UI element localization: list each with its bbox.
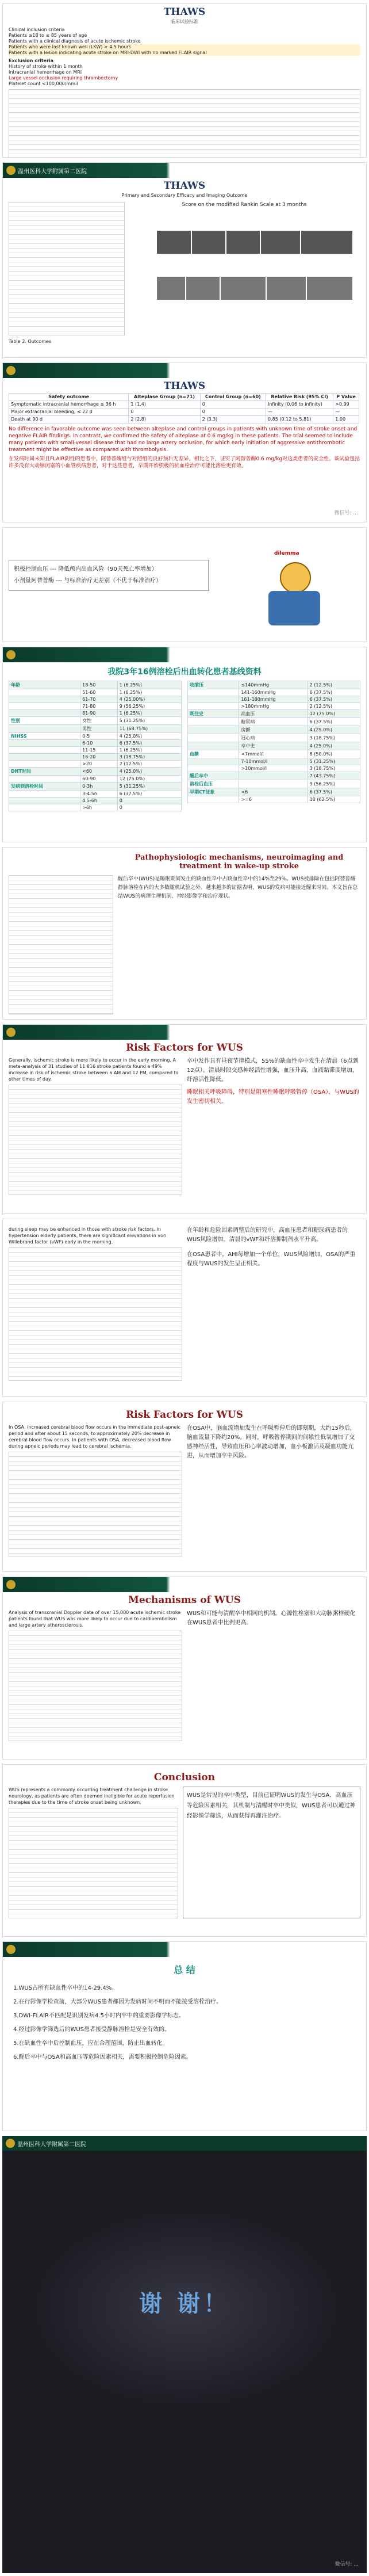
table-cell: 早期CT征象 [188, 788, 239, 796]
cell: — [333, 409, 359, 416]
paper-excerpt: In OSA, increased cerebral blood flow occurs in the immediate post-apneic period and after about 15 seconds, to approximately 20% decrease in cerebral blood flow occurs. In patients with OSA, decreased blood flow during apneic periods may lead to cerebral ischemia. [9, 1425, 181, 1449]
summary-point: 5.在缺血性卒中后控制血压，应在合理范围，防止出血转化。 [13, 2040, 168, 2047]
hospital-logo-icon [6, 1580, 16, 1589]
table-cell [9, 710, 80, 717]
table-row [188, 734, 360, 742]
cartoon-label: dilemma [274, 551, 299, 556]
cell: Symptomatic intracranial hemorrhage ≤ 36 h [9, 401, 129, 409]
table-header-cell: Safety outcome [9, 394, 129, 401]
table-cell: 2 (12.5%) [308, 703, 360, 710]
cell: 0 [129, 409, 200, 416]
table-cell: 收缩压 [188, 681, 239, 689]
table-cell: 6 (37.5%) [308, 689, 360, 696]
table-row [9, 740, 182, 747]
table-cell [188, 703, 239, 710]
table-cell: 女性 [80, 717, 118, 725]
table-row [9, 797, 182, 804]
mrs-bars-svg [128, 208, 358, 323]
table-cell: 6 (37.5%) [117, 791, 181, 797]
thanks-text: 谢 谢！ [139, 2291, 230, 2317]
paper-excerpt-lines [9, 1085, 182, 1195]
table-header-cell: Alteplase Group (n=71) [129, 394, 200, 401]
table-cell: 6 (37.5%) [308, 718, 360, 726]
table-cell [9, 725, 80, 733]
hospital-header [3, 1577, 366, 1592]
slide-1-inclusion-criteria [2, 3, 367, 158]
table-cell: 性别 [9, 717, 80, 725]
table-row [9, 725, 182, 733]
table-cell: 4 (25.0%) [117, 733, 181, 740]
table-cell [188, 726, 239, 734]
table-cell: 发病到溶栓时间 [9, 783, 80, 791]
summary-point: 2.在行影像学检查前，大部分WUS患者都因为发病时间不明而不能接受溶栓治疗。 [13, 1999, 222, 2005]
hospital-name: 温州医科大学附属第二医院 [18, 168, 87, 175]
slide-2-outcome-chart [2, 162, 367, 358]
table-cell: 0-5 [80, 733, 118, 740]
summary-point: 3.DWI-FLAIR不匹配是识别发病4.5小时内卒中的重要影像学标志。 [13, 2013, 184, 2019]
table-row [9, 416, 359, 423]
criteria-line: Clinical inclusion criteria [9, 27, 65, 32]
table-cell [188, 696, 239, 703]
table-row [188, 718, 360, 726]
table-cell: 60-90 [80, 776, 118, 783]
table-cell: 0 [117, 797, 181, 804]
slide-subtitle: 临床试验标准 [171, 19, 198, 24]
slide-4-dilemma [2, 527, 367, 642]
table-cell [188, 734, 239, 742]
cn-summary: 在OSA中，脑血流增加发生在呼吸暂停后的即刻期，大约15秒后，脑血流量下降约20%。同时，呼吸暂停期间的间歇性低氧增加了交感神经活性，导致血压和心率波动增加，血小板激活及凝血功能亢进，从而增加卒中风险。 [187, 1425, 356, 1459]
table-cell: 18-50 [80, 681, 118, 689]
table-caption: Table 2. Outcomes [9, 339, 52, 344]
table-cell: 既往史 [188, 710, 239, 718]
table-cell: 11-15 [80, 747, 118, 754]
table-row [9, 733, 182, 740]
table-cell: 高血压 [239, 710, 308, 718]
table-row [9, 783, 182, 791]
table-cell: 房颤 [239, 726, 308, 734]
paper-excerpt-lines [9, 1247, 182, 1381]
summary-text: 醒后卒中(WUS)是睡眠期间发生的缺血性卒中占缺血性卒中的14%至29%。WUS被排除在包括阿替普酶静脉溶栓在内的大多数随机试验之外。越来越多的证据表明，WUS的发病可能接近醒来时间。本文旨在总结WUS的病理生理机制、神经影像学和治疗现状。 [118, 876, 358, 899]
table-cell: 3-4.5h [80, 791, 118, 797]
table-cell [9, 754, 80, 761]
table-cell: 11 (68.75%) [117, 725, 181, 733]
hospital-name: 温州医科大学附属第二医院 [17, 2141, 86, 2148]
table-cell: 6-10 [80, 740, 118, 747]
slide-13-thanks [2, 2136, 367, 2573]
table-cell [239, 780, 308, 788]
cell: — [266, 409, 333, 416]
table-cell [9, 696, 80, 703]
table-cell: 16-20 [80, 754, 118, 761]
bar-alteplase [157, 231, 352, 254]
hospital-logo-icon [6, 1945, 16, 1954]
table-row [9, 747, 182, 754]
table-row [9, 717, 182, 725]
table-row [188, 772, 360, 780]
slide-title: THAWS [163, 6, 206, 18]
table-cell: <6 [239, 788, 308, 796]
slide-title: Risk Factors for WUS [126, 1042, 243, 1054]
table-cell: <7mmol/l [239, 750, 308, 758]
slide-title: Conclusion [153, 1772, 216, 1783]
table-cell: 糖尿病 [239, 718, 308, 726]
table-cell: >10mmol/l [239, 765, 308, 772]
cell: 0.85 (0.12 to 5.81) [266, 416, 333, 423]
slide-title: THAWS [163, 180, 206, 192]
exclusion-line: Large vessel occlusion requiring thrombectomy [9, 75, 118, 81]
table-cell: >6h [80, 804, 118, 811]
table-cell: 4.5-6h [80, 797, 118, 804]
table-row [9, 689, 182, 696]
slide-subtitle: Primary and Secondary Efficacy and Imaging Outcome [121, 193, 248, 198]
hospital-logo-icon [6, 2139, 15, 2148]
table-cell: >=6 [239, 796, 308, 803]
cell: 1 (1.4) [129, 401, 200, 409]
table-cell: 0-3h [80, 783, 118, 791]
table-cell: 3 (18.75%) [308, 765, 360, 772]
table-cell: 1 (6.25%) [117, 710, 181, 717]
dilemma-line: 积极控制血压 --- 降低颅内出血风险（90天死亡率增加） [14, 566, 157, 573]
table-cell: 醒后卒中 [188, 772, 239, 780]
table-row [9, 681, 182, 689]
paper-excerpt: Analysis of transcranial Doppler data of over 15,000 acute ischemic stroke patients found that WUS was more likely to occur due to cardioembolism and large artery atherosclerosis. [9, 1610, 181, 1628]
baseline-right-table [187, 681, 360, 811]
hospital-header [3, 1942, 366, 1957]
slide-title: Mechanisms of WUS [128, 1594, 241, 1606]
paper-excerpt-lines [9, 1808, 178, 1918]
cn-summary: WUS和可能与清醒卒中相同的机制。心源性栓塞和大动脉粥样硬化在WUS患者中比例更高。 [187, 1611, 356, 1626]
table-cell: DNT时间 [9, 768, 80, 776]
table-row [188, 681, 360, 689]
paper-excerpt-lines [9, 1452, 182, 1556]
chart-title: Score on the modified Rankin Scale at 3 months [182, 202, 307, 208]
table-cell: 年龄 [9, 681, 80, 689]
finding-chinese: 在发病时间未知且FLAIR阴性的患者中，阿替普酶组与对照组的良好预后无差异。相比之下，证实了阿替普酶0.6 mg/kg对这类患者的安全性。该试验包括许多没有大动脉闭塞的小血管疾病患者，对于这些患者，早期开始积极的抗血栓治疗可能比溶栓更有效。 [9, 456, 360, 469]
table-row [9, 776, 182, 783]
table-cell: 男性 [80, 725, 118, 733]
table-cell [9, 689, 80, 696]
table-cell: 6 (37.5%) [308, 788, 360, 796]
baseline-table [9, 681, 182, 811]
summary-point: 4.经过影像学筛选后的WUS患者接受静脉溶栓是安全有效的。 [13, 2027, 171, 2033]
table-row [188, 696, 360, 703]
criteria-line: Patients with a lesion indicating acute stroke on MRI-DWI with no marked FLAIR signal [9, 50, 360, 56]
table-cell [9, 703, 80, 710]
table-cell: 2 (12.5%) [308, 681, 360, 689]
slide-5-baseline [2, 647, 367, 842]
table-row [9, 703, 182, 710]
wechat-watermark: 微信号: ... [334, 510, 358, 516]
cell: Infinity (0.06 to infinity) [266, 401, 333, 409]
table-cell: 61-70 [80, 696, 118, 703]
table-cell: 4 (25.00%) [117, 696, 181, 703]
baseline-left-table [9, 681, 182, 811]
exclusion-line: Platelet count <100,000/mm3 [9, 81, 79, 86]
table-cell: 9 (56.25%) [308, 780, 360, 788]
summary-point: 6.醒后卒中与OSA和高血压等危险因素相关，需要积极控制危险因素。 [13, 2054, 192, 2060]
hospital-header [3, 647, 366, 662]
table-row [188, 742, 360, 750]
table-row [9, 696, 182, 703]
slide-3-safety [2, 362, 367, 522]
table-row [9, 409, 359, 416]
table-cell: 4 (25.0%) [308, 742, 360, 750]
table-cell [9, 761, 80, 768]
paper-excerpt: during sleep may be enhanced in those with stroke risk factors. In hypertension elderly patients, there are significant elevations in von Willebrand factor (vWF) early in the morning. [9, 1227, 167, 1245]
table-row [9, 761, 182, 768]
table-cell: 4 (25.0%) [308, 726, 360, 734]
table-cell [9, 797, 80, 804]
hospital-logo-icon [6, 366, 16, 375]
table-cell: 血糖 [188, 750, 239, 758]
table-cell: 7 (43.75%) [308, 772, 360, 780]
slide-9-risk-factors-osa [2, 1402, 367, 1572]
mrs-chart [128, 202, 360, 335]
slide-title: THAWS [163, 380, 206, 392]
table-cell: 溶栓后血压 [188, 780, 239, 788]
table-cell: 1 (6.25%) [117, 747, 181, 754]
cn-summary: WUS是常见的卒中类型，目前已证明WUS的发生与OSA、高血压等危险因素相关，其机制与清醒时卒中类似，WUS患者可以通过神经影像学筛选，从而获得再灌注治疗。 [183, 1787, 360, 1918]
table-row [188, 689, 360, 696]
cell: 0 [200, 409, 266, 416]
table-cell: 3 (18.75%) [308, 734, 360, 742]
table-cell: 141-160mmHg [239, 689, 308, 696]
table-cell [188, 796, 239, 803]
table-cell: NIHSS [9, 733, 80, 740]
exclusion-title: Exclusion criteria [9, 58, 54, 63]
table-row [9, 754, 182, 761]
criteria-line: Patients with a clinical diagnosis of acute ischemic stroke [9, 39, 141, 44]
paper-page-image [9, 875, 113, 1014]
table-cell: 2 (12.5%) [117, 761, 181, 768]
table-cell: 6 (37.5%) [117, 740, 181, 747]
slide-title: Pathophysiologic mechanisms, neuroimaging and treatment in wake-up stroke [134, 853, 344, 871]
table-cell: ≤140mmHg [239, 681, 308, 689]
baseline-table [187, 681, 360, 803]
paper-excerpt-lines [9, 1631, 182, 1741]
table-cell: 8 (50.0%) [308, 750, 360, 758]
slide-title: Risk Factors for WUS [126, 1409, 243, 1421]
cell: 2 (2.8) [129, 416, 200, 423]
hospital-header [3, 163, 366, 178]
table-cell [188, 758, 239, 765]
cell: 0 [200, 401, 266, 409]
table-row [9, 804, 182, 811]
hospital-header [3, 1025, 366, 1040]
table-row [9, 791, 182, 797]
slide-title: 我院3年16例溶栓后出血转化患者基线资料 [107, 667, 262, 677]
cn-summary: 在年龄和危险因素调整后的研究中，高血压患者和糖尿病患者的WUS风险增加。清晨的vWF和纤溶抑制剂水平升高。 [187, 1227, 348, 1243]
summary-point: 1.WUS占所有缺血性卒中的14-29.4%。 [13, 1985, 118, 1991]
table-cell: 1 (6.25%) [117, 689, 181, 696]
table-cell: 161-180mmHg [239, 696, 308, 703]
table-cell [239, 772, 308, 780]
table-cell: 12 (75.0%) [117, 776, 181, 783]
exclusion-line: History of stroke within 1 month [9, 64, 83, 69]
table-cell: 冠心病 [239, 734, 308, 742]
hospital-logo-icon [6, 166, 16, 175]
finding-english: No difference in favorable outcome was seen between alteplase and control groups in patients with unknown time of stroke onset and negative FLAIR findings. In contrast, we confirmed the safety of alteplase at 0.6 mg/kg in these patients. The trial seemed to include many patients with small-vessel disease that had no large artery occlusion, for which early initiation of aggressive antithrombotic treatment might be effective as compared with thrombolysis. [9, 426, 358, 453]
paper-excerpt: WUS represents a commonly occurring treatment challenge in stroke neurology, as patients are often deemed ineligible for acute reperfusion therapies due to the time of stroke onset being unknown. [9, 1787, 175, 1805]
criteria-text-block [9, 89, 360, 158]
dilemma-cartoon [257, 539, 332, 631]
wechat-watermark: 微信号: ... [335, 2562, 359, 2567]
table-row [9, 401, 359, 409]
hospital-header [2, 2136, 367, 2151]
table-cell: 5 (31.25%) [308, 758, 360, 765]
table-row [188, 765, 360, 772]
slide-title: 总 结 [174, 1964, 195, 1975]
dilemma-line: 小剂量阿替普酶 --- 与标准治疗无差别（不优于标准治疗） [14, 578, 162, 584]
slide-7-risk-factors [2, 1024, 367, 1214]
table-row [188, 726, 360, 734]
table-cell [188, 742, 239, 750]
slide-6-pathophysiology [2, 847, 367, 1020]
table-row [188, 788, 360, 796]
table-row [188, 710, 360, 718]
table-cell: 12 (75.0%) [308, 710, 360, 718]
table-cell: 1 (6.25%) [117, 681, 181, 689]
slide-10-mechanisms [2, 1577, 367, 1760]
table-cell: 10 (62.5%) [308, 796, 360, 803]
table-cell [9, 791, 80, 797]
criteria-line: Patients ≥18 to ≤ 85 years of age [9, 33, 87, 38]
paper-excerpt: Generally, ischemic stroke is more likely to occur in the early morning. A meta-analysis of 31 studies of 11 816 stroke patients found a 49% increase in risk of ischemic stroke between 6 AM and 12 PM, compared to other times of day. [9, 1058, 179, 1082]
hospital-logo-icon [6, 650, 16, 659]
table-cell: <60 [80, 768, 118, 776]
hospital-logo-icon [6, 1028, 16, 1037]
cell: Major extracranial bleeding, ≤ 22 d [9, 409, 129, 416]
cn-summary-2: 睡眠相关呼吸障碍，特别是阻塞性睡眠呼吸暂停（OSA），与WUS的发生密切相关。 [187, 1089, 359, 1105]
hospital-header [3, 363, 366, 378]
cell: >0.99 [333, 401, 359, 409]
table-row [9, 710, 182, 717]
table-cell [9, 776, 80, 783]
outcome-table-image [9, 202, 125, 335]
table-cell: 3 (18.75%) [117, 754, 181, 761]
criteria-line: Patients who were last known well (LKW) > 4.5 hours [9, 44, 360, 50]
cell: Death at 90 d [9, 416, 129, 423]
cell: 1.00 [333, 416, 359, 423]
table-header-cell: P Value [333, 394, 359, 401]
table-header-cell: Control Group (n=60) [200, 394, 266, 401]
exclusion-line: Intracranial hemorrhage on MRI [9, 70, 82, 75]
table-cell: 卒中史 [239, 742, 308, 750]
table-row [9, 768, 182, 776]
table-cell: >20 [80, 761, 118, 768]
table-cell [9, 747, 80, 754]
cell: 2 (3.3) [200, 416, 266, 423]
table-cell: 81-90 [80, 710, 118, 717]
table-header-cell: Relative Risk (95% CI) [266, 394, 333, 401]
cn-summary: 卒中发作具有昼夜节律模式，55%的缺血性卒中发生在清晨（6点到12点）。清晨时段交感神经活性增强，血压升高，血液黏滞度增加，纤溶活性降低。 [187, 1058, 359, 1083]
table-row [188, 758, 360, 765]
slide-11-conclusion [2, 1764, 367, 1937]
table-cell [188, 718, 239, 726]
table-cell: 6 (37.5%) [308, 696, 360, 703]
table-cell [188, 689, 239, 696]
safety-table [9, 393, 359, 423]
table-cell: 7-10mmol/l [239, 758, 308, 765]
table-row [188, 703, 360, 710]
table-cell: 9 (56.25%) [117, 703, 181, 710]
slide-12-summary [2, 1941, 367, 2131]
table-cell [188, 765, 239, 772]
table-row [188, 796, 360, 803]
slide-8-risk-factors-cont [2, 1219, 367, 1397]
table-cell [9, 740, 80, 747]
table-cell: 4 (25.0%) [117, 768, 181, 776]
table-cell: 71-80 [80, 703, 118, 710]
table-row [188, 750, 360, 758]
table-cell: 0 [117, 804, 181, 811]
cn-summary-2: 在OSA患者中，AHI每增加一个单位，WUS风险增加，OSA的严重程度与WUS的发生呈正相关。 [187, 1251, 356, 1267]
table-cell [9, 804, 80, 811]
table-row [188, 780, 360, 788]
table-cell: >180mmHg [239, 703, 308, 710]
table-cell: 5 (31.25%) [117, 783, 181, 791]
table-cell: 5 (31.25%) [117, 717, 181, 725]
table-cell: 51-60 [80, 689, 118, 696]
